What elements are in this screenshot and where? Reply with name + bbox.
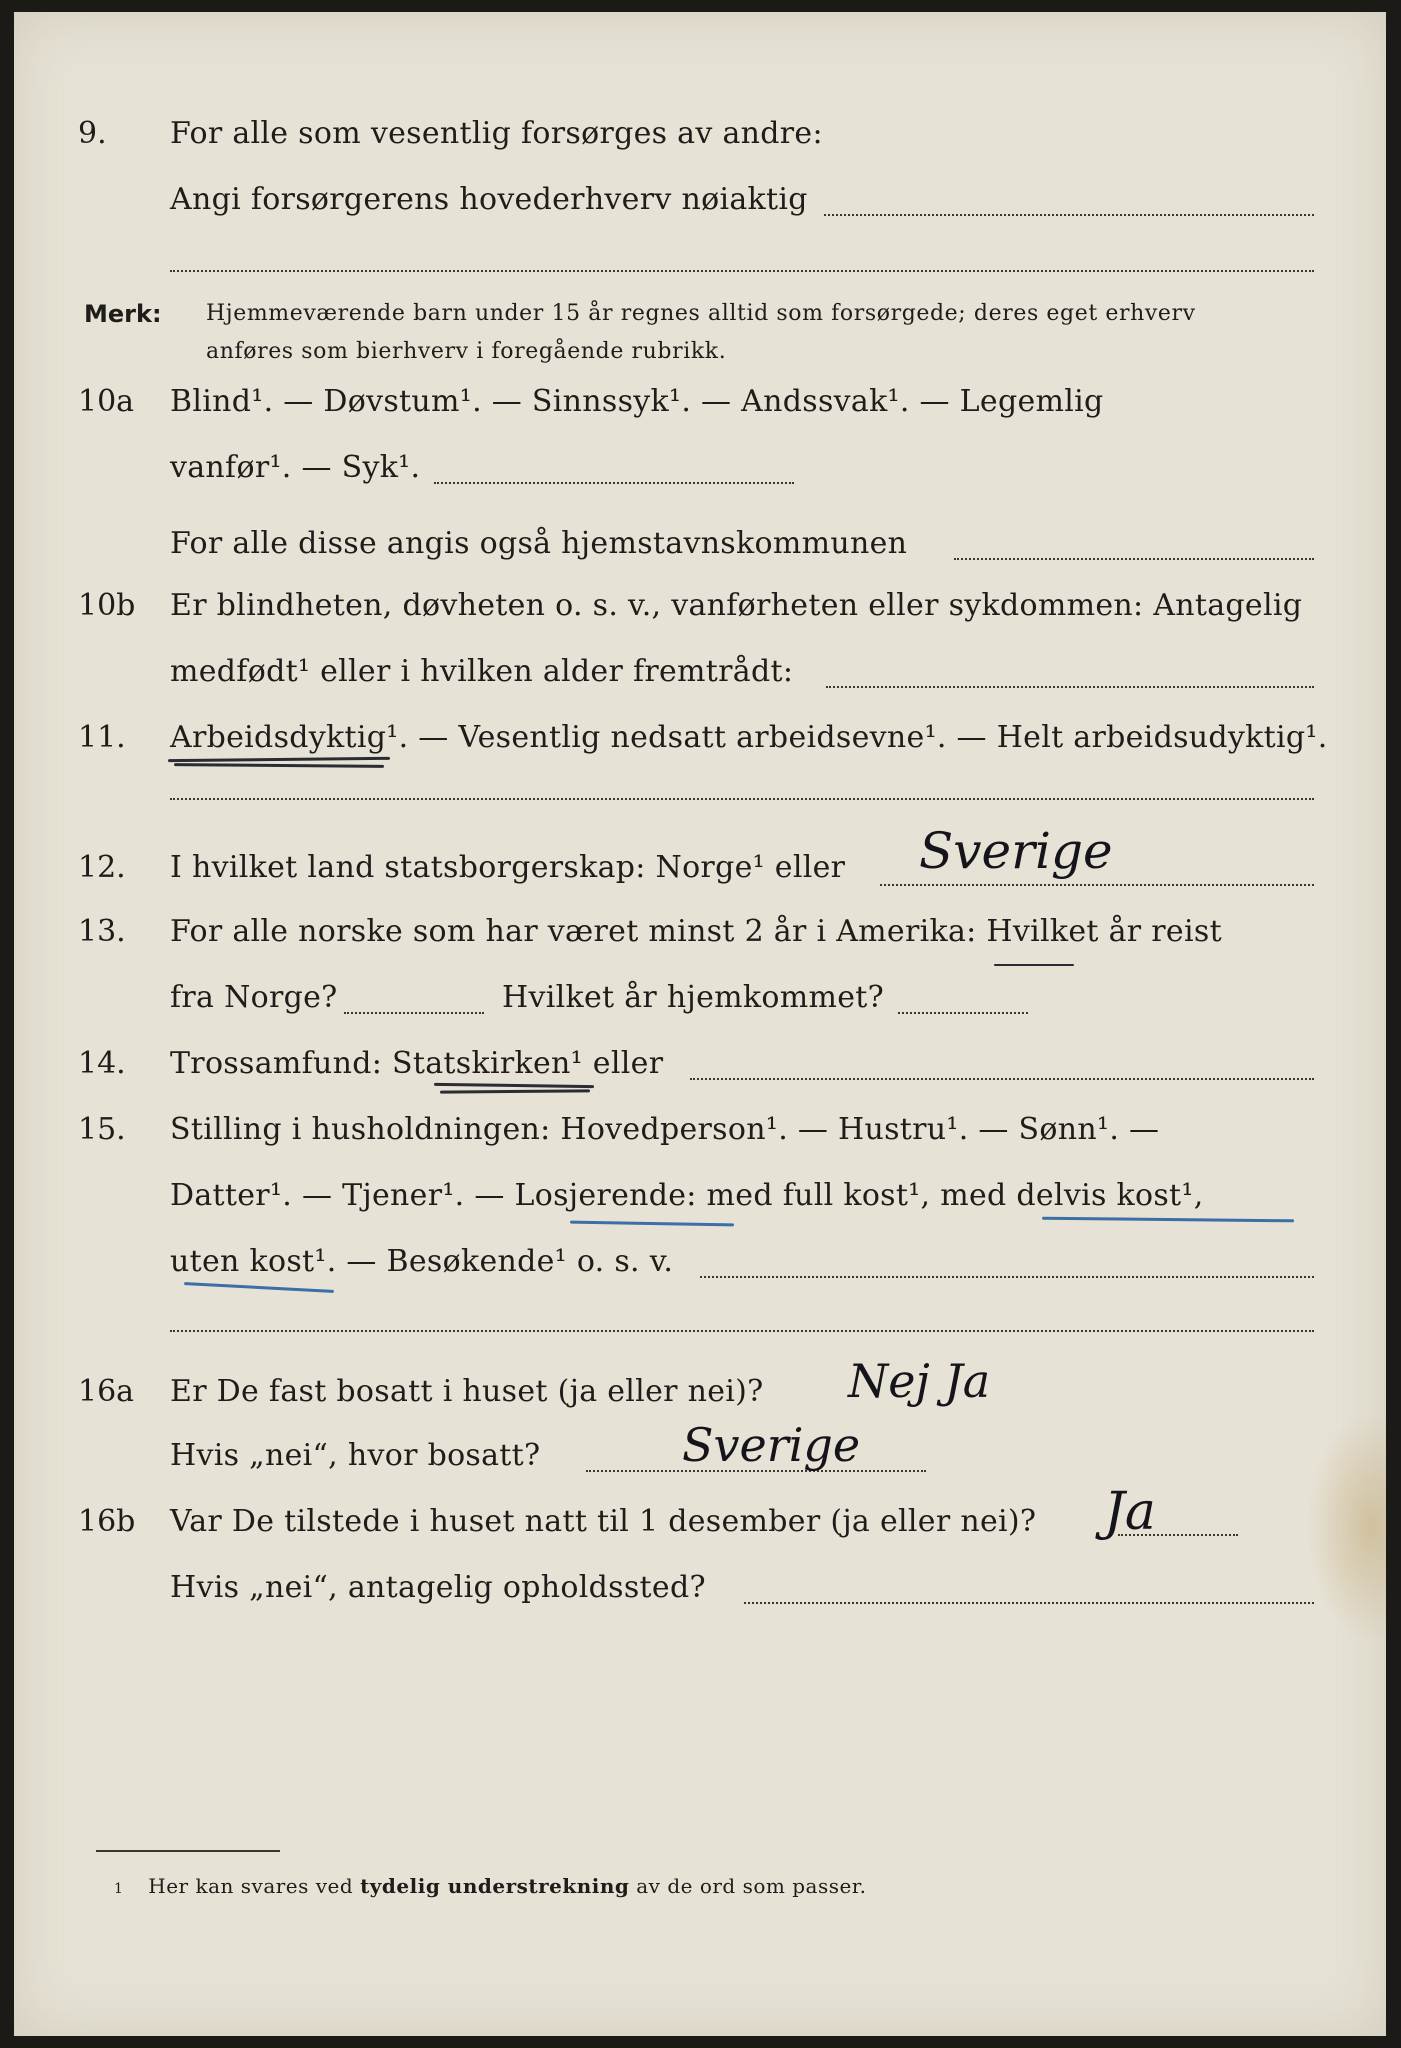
q14-number: 14. [78, 1046, 126, 1081]
q12-row-1 [14, 822, 1386, 890]
footnote [114, 1874, 867, 1898]
q10b-number: 10b [78, 588, 136, 623]
census-form-page [14, 12, 1386, 2036]
q16b-row-2 [14, 1566, 1386, 1610]
q10b-answer-line [826, 686, 1314, 688]
q10a-row-3 [14, 522, 1386, 566]
q16a-row-1 [14, 1354, 1386, 1414]
merk-label: Merk: [84, 300, 162, 328]
q9-answer-line-2 [170, 270, 1314, 272]
q15-answer-line [700, 1276, 1314, 1278]
q16a-row-2 [14, 1418, 1386, 1478]
q10b-line-2: medfødt¹ eller i hvilken alder fremtrådt: [170, 654, 794, 689]
q12-line-1: I hvilket land statsborgerskap: Norge¹ eller [170, 850, 846, 885]
q16a-line-1: Er De fast bosatt i huset (ja eller nei)? [170, 1374, 764, 1409]
q10b-line-1: Er blindheten, døvheten o. s. v., vanførheten eller sykdommen: Antagelig [170, 588, 1303, 623]
q13-line-2a: fra Norge? [170, 980, 338, 1015]
q15-row-1 [14, 1108, 1386, 1152]
q16a-handwritten-answer-1: Nej Ja [848, 1354, 991, 1408]
q11-row-1 [14, 716, 1386, 760]
merk-line-1: Hjemmeværende barn under 15 år regnes alltid som forsørgede; deres eget erhverv [206, 301, 1196, 326]
q15-row-3 [14, 1240, 1386, 1284]
footnote-text-a: Her kan svares ved [148, 1874, 354, 1898]
q10a-line-1: Blind¹. — Døvstum¹. — Sinnssyk¹. — Andssvak¹. — Legemlig [170, 384, 1104, 419]
q14-row-1 [14, 1042, 1386, 1086]
footnote-number: 1 [114, 1881, 124, 1897]
q14-line-1: Trossamfund: Statskirken¹ eller [170, 1046, 664, 1081]
q11-number: 11. [78, 720, 126, 755]
q15-row-2 [14, 1174, 1386, 1218]
q9-line-1: For alle som vesentlig forsørges av andre: [170, 116, 823, 151]
q12-handwritten-answer: Sverige [919, 822, 1113, 880]
q13-handwritten-dash [994, 964, 1074, 966]
q13-line-1: For alle norske som har været minst 2 år i Amerika: Hvilket år reist [170, 914, 1222, 949]
q9-answer-line [824, 214, 1314, 216]
q15-blue-underline-losjerende [570, 1221, 734, 1227]
q16a-line-2: Hvis „nei“, hvor bosatt? [170, 1438, 541, 1473]
q10a-answer-line [434, 482, 794, 484]
q10a-municipality-line [954, 558, 1314, 560]
footnote-rule [96, 1850, 280, 1852]
q16b-row-1 [14, 1482, 1386, 1544]
merk-row-1 [14, 296, 1386, 332]
merk-line-2: anføres som bierhverv i foregående rubrikk. [206, 339, 727, 364]
q15-number: 15. [78, 1112, 126, 1147]
q14-handwritten-underline-2 [440, 1089, 590, 1093]
q12-answer-line [880, 884, 1314, 886]
q11-line-1: Arbeidsdyktig¹. — Vesentlig nedsatt arbeidsevne¹. — Helt arbeidsudyktig¹. [170, 720, 1328, 755]
q15-line-2: Datter¹. — Tjener¹. — Losjerende: med full kost¹, med delvis kost¹, [170, 1178, 1204, 1213]
q13-return-line [898, 1012, 1028, 1014]
q16b-line-2: Hvis „nei“, antagelig opholdssted? [170, 1570, 706, 1605]
footnote-text-b: tydelig understrekning [360, 1874, 630, 1898]
footnote-text-c: av de ord som passer. [636, 1874, 867, 1898]
q10b-row-2 [14, 650, 1386, 694]
q10a-row-1 [14, 380, 1386, 424]
q10a-number: 10a [78, 384, 135, 419]
merk-row-2 [14, 334, 1386, 370]
q10a-line-3: For alle disse angis også hjemstavnskommunen [170, 526, 908, 561]
q13-row-2 [14, 976, 1386, 1020]
q10a-line-2: vanfør¹. — Syk¹. [170, 450, 421, 485]
q16b-number: 16b [78, 1504, 136, 1539]
q15-line-1: Stilling i husholdningen: Hovedperson¹. — Hustru¹. — Sønn¹. — [170, 1112, 1160, 1147]
q10a-row-2 [14, 446, 1386, 490]
q15-line-3: uten kost¹. — Besøkende¹ o. s. v. [170, 1244, 674, 1279]
q16a-number: 16a [78, 1374, 135, 1409]
q13-line-2b: Hvilket år hjemkommet? [502, 980, 885, 1015]
q16b-line-1: Var De tilstede i huset natt til 1 desember (ja eller nei)? [170, 1504, 1037, 1539]
q13-number: 13. [78, 914, 126, 949]
q9-row-1 [14, 112, 1386, 156]
q11-answer-line [170, 798, 1314, 800]
q14-answer-line [690, 1078, 1314, 1080]
q10b-row-1 [14, 584, 1386, 628]
q12-number: 12. [78, 850, 126, 885]
q9-line-2: Angi forsørgerens hovederhverv nøiaktig [170, 182, 808, 217]
q9-number: 9. [78, 116, 107, 151]
q16b-answer-line-2 [744, 1602, 1314, 1604]
q16b-handwritten-answer: Ja [1104, 1482, 1156, 1542]
q15-answer-line-2 [170, 1330, 1314, 1332]
q13-row-1 [14, 910, 1386, 954]
q16a-handwritten-answer-2: Sverige [682, 1418, 861, 1472]
q13-departure-line [344, 1012, 484, 1014]
q11-handwritten-underline-2 [174, 763, 384, 768]
q9-row-2 [14, 178, 1386, 222]
